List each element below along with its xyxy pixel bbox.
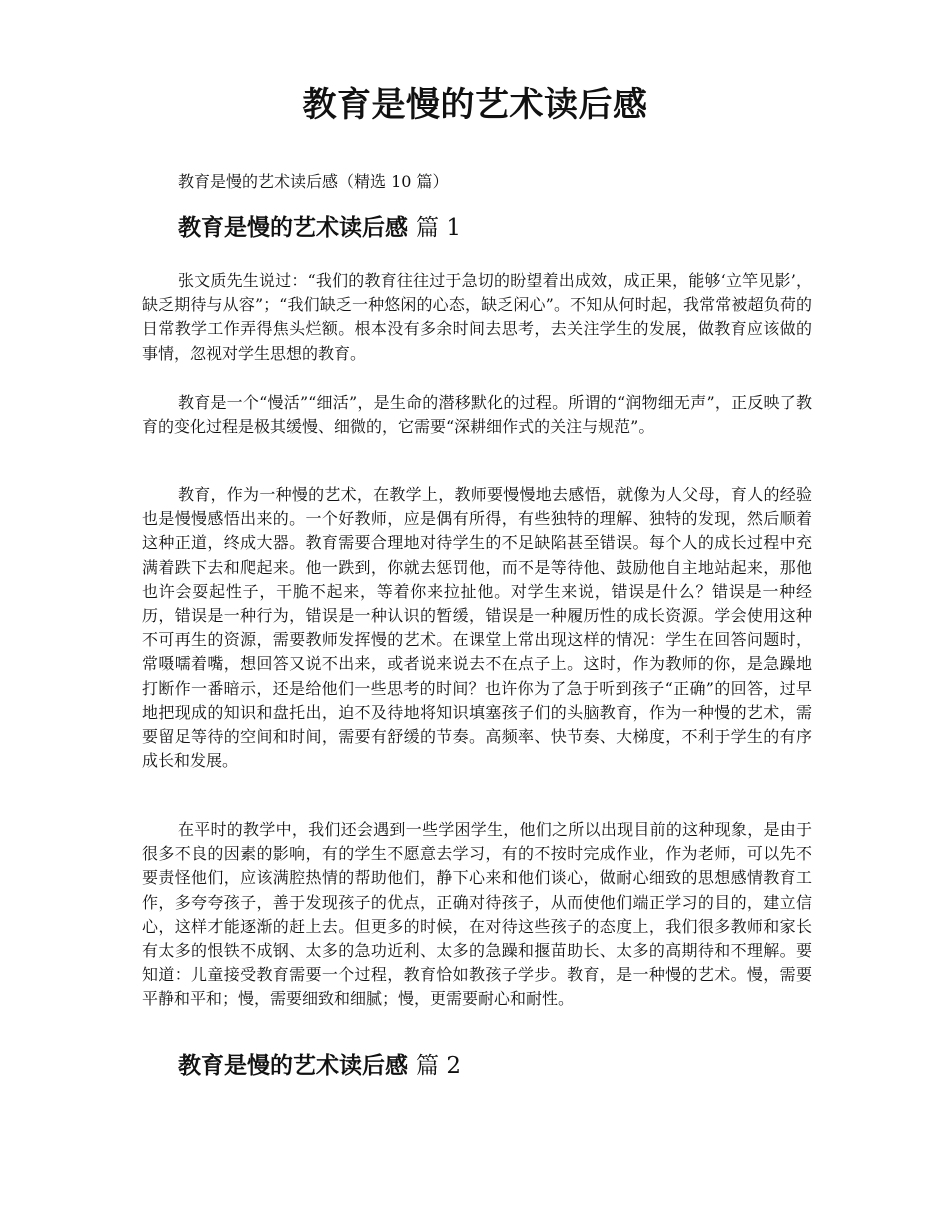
paragraph: 在平时的教学中，我们还会遇到一些学困学生，他们之所以出现目前的这种现象，是由于很多不良的因素的影响，有的学生不愿意去学习，有的不按时完成作业，作为老师，可以先不要责怪他们，应该满腔热情的帮助他们，静下心来和他们谈心，做耐心细致的思想感情教育工作，多夸夸孩子，善于发现孩子的优点，正确对待孩子，从而使他们端正学习的目的，建立信心，这样才能逐渐的赶上去。但更多的时候，在对待这些孩子的态度上，我们很多教师和家长有太多的恨铁不成钢、太多的急功近利、太多的急躁和揠苗助长、太多的高期待和不理解。要知道：儿童接受教育需要一个过程，教育恰如教孩子学步。教育，是一种慢的艺术。慢，需要平静和平和；慢，需要细致和细腻；慢，更需要耐心和耐性。 bbox=[142, 820, 812, 1009]
section-number: 篇 1 bbox=[416, 215, 461, 241]
paragraph: 张文质先生说过：“我们的教育往往过于急切的盼望着出成效，成正果，能够‘立竿见影’，缺乏期待与从容”；“我们缺乏一种悠闲的心态，缺乏闲心”。不知从何时起，我常常被超负荷的日常教学工作弄得焦头烂额。根本没有多余时间去思考，去关注学生的发展，做教育应该做的事情，忽视对学生思想的教育。 bbox=[142, 271, 812, 363]
section-heading-text: 教育是慢的艺术读后感 bbox=[178, 1053, 408, 1079]
section-heading-2 bbox=[178, 1050, 461, 1082]
section-heading-text: 教育是慢的艺术读后感 bbox=[178, 215, 408, 241]
document-subtitle: 教育是慢的艺术读后感（精选 10 篇） bbox=[178, 172, 449, 191]
section-number: 篇 2 bbox=[416, 1053, 461, 1079]
paragraph: 教育是一个“慢活”“细活”，是生命的潜移默化的过程。所谓的“润物细无声”，正反映了教育的变化过程是极其缓慢、细微的，它需要“深耕细作式的关注与规范”。 bbox=[142, 393, 812, 437]
paragraph: 教育，作为一种慢的艺术，在教学上，教师要慢慢地去感悟，就像为人父母，育人的经验也是慢慢感悟出来的。一个好教师，应是偶有所得，有些独特的理解、独特的发现，然后顺着这种正道，终成大器。教育需要合理地对待学生的不足缺陷甚至错误。每个人的成长过程中充满着跌下去和爬起来。他一跌到，你就去惩罚他，而不是等待他、鼓励他自主地站起来，那他也许会耍起性子，干脆不起来，等着你来拉扯他。对学生来说，错误是什么？错误是一种经历，错误是一种行为，错误是一种认识的暂缓，错误是一种履历性的成长资源。学会使用这种不可再生的资源，需要教师发挥慢的艺术。在课堂上常出现这样的情况：学生在回答问题时，常嗫嚅着嘴，想回答又说不出来，或者说来说去不在点子上。这时，作为教师的你，是急躁地打断作一番暗示，还是给他们一些思考的时间？也许你为了急于听到孩子“正确”的回答，过早地把现成的知识和盘托出，迫不及待地将知识填塞孩子们的头脑教育，作为一种慢的艺术，需要留足等待的空间和时间，需要有舒缓的节奏。高频率、快节奏、大梯度，不利于学生的有序成长和发展。 bbox=[142, 485, 812, 771]
section-heading-1 bbox=[178, 212, 461, 244]
document-title: 教育是慢的艺术读后感 bbox=[302, 85, 648, 125]
